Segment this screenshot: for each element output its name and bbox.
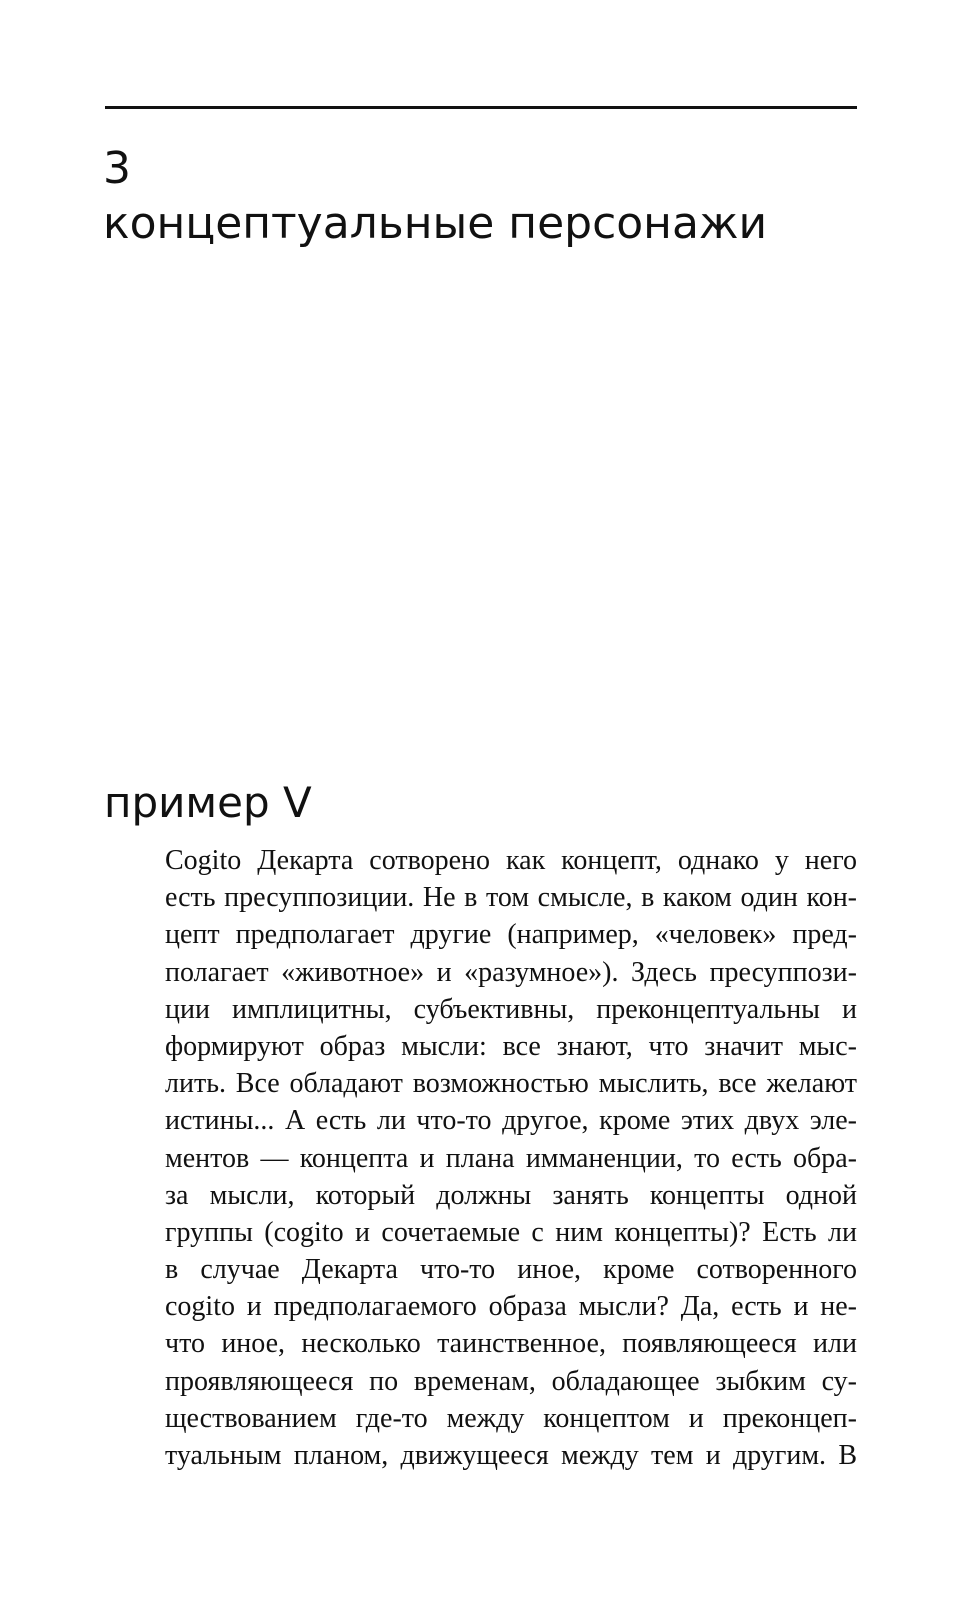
- text-line: есть пресуппозиции. Не в том смысле, в каком один кон-: [165, 882, 857, 914]
- text-line: формируют образ мысли: все знают, что значит мыс-: [165, 1030, 857, 1062]
- text-line: Cogito Декарта сотворено как концепт, однако у него: [165, 845, 857, 876]
- text-line: туальным планом, движущееся между тем и другим. В: [165, 1440, 857, 1471]
- text-line: ции имплицитны, субъективны, преконцептуальны и: [165, 993, 857, 1025]
- text-line: истины... А есть ли что-то другое, кроме этих двух эле-: [165, 1105, 857, 1137]
- chapter-number: 3: [103, 143, 132, 194]
- text-line: cogito и предполагаемого образа мысли? Да, есть и не-: [165, 1291, 857, 1323]
- chapter-title: концептуальные персонажи: [103, 198, 768, 249]
- text-line: цепт предполагает другие (например, «человек» пред-: [165, 919, 857, 951]
- text-line: ментов — концепта и плана имманенции, то есть обра-: [165, 1142, 857, 1174]
- text-line: что иное, несколько таинственное, появляющееся или: [165, 1328, 857, 1360]
- text-line: группы (cogito и сочетаемые с ним концепты)? Есть ли: [165, 1216, 857, 1248]
- text-line: лить. Все обладают возможностью мыслить, все желают: [165, 1068, 857, 1100]
- text-line: в случае Декарта что-то иное, кроме сотворенного: [165, 1254, 857, 1286]
- text-line: полагает «животное» и «разумное»). Здесь пресуппози-: [165, 956, 857, 988]
- text-line: проявляющееся по временам, обладающее зыбким су-: [165, 1365, 857, 1397]
- section-title: пример V: [104, 778, 312, 827]
- top-rule: [105, 106, 857, 109]
- text-line: ществованием где-то между концептом и преконцеп-: [165, 1402, 857, 1434]
- body-paragraph: [165, 842, 857, 1474]
- text-line: за мысли, который должны занять концепты одной: [165, 1179, 857, 1211]
